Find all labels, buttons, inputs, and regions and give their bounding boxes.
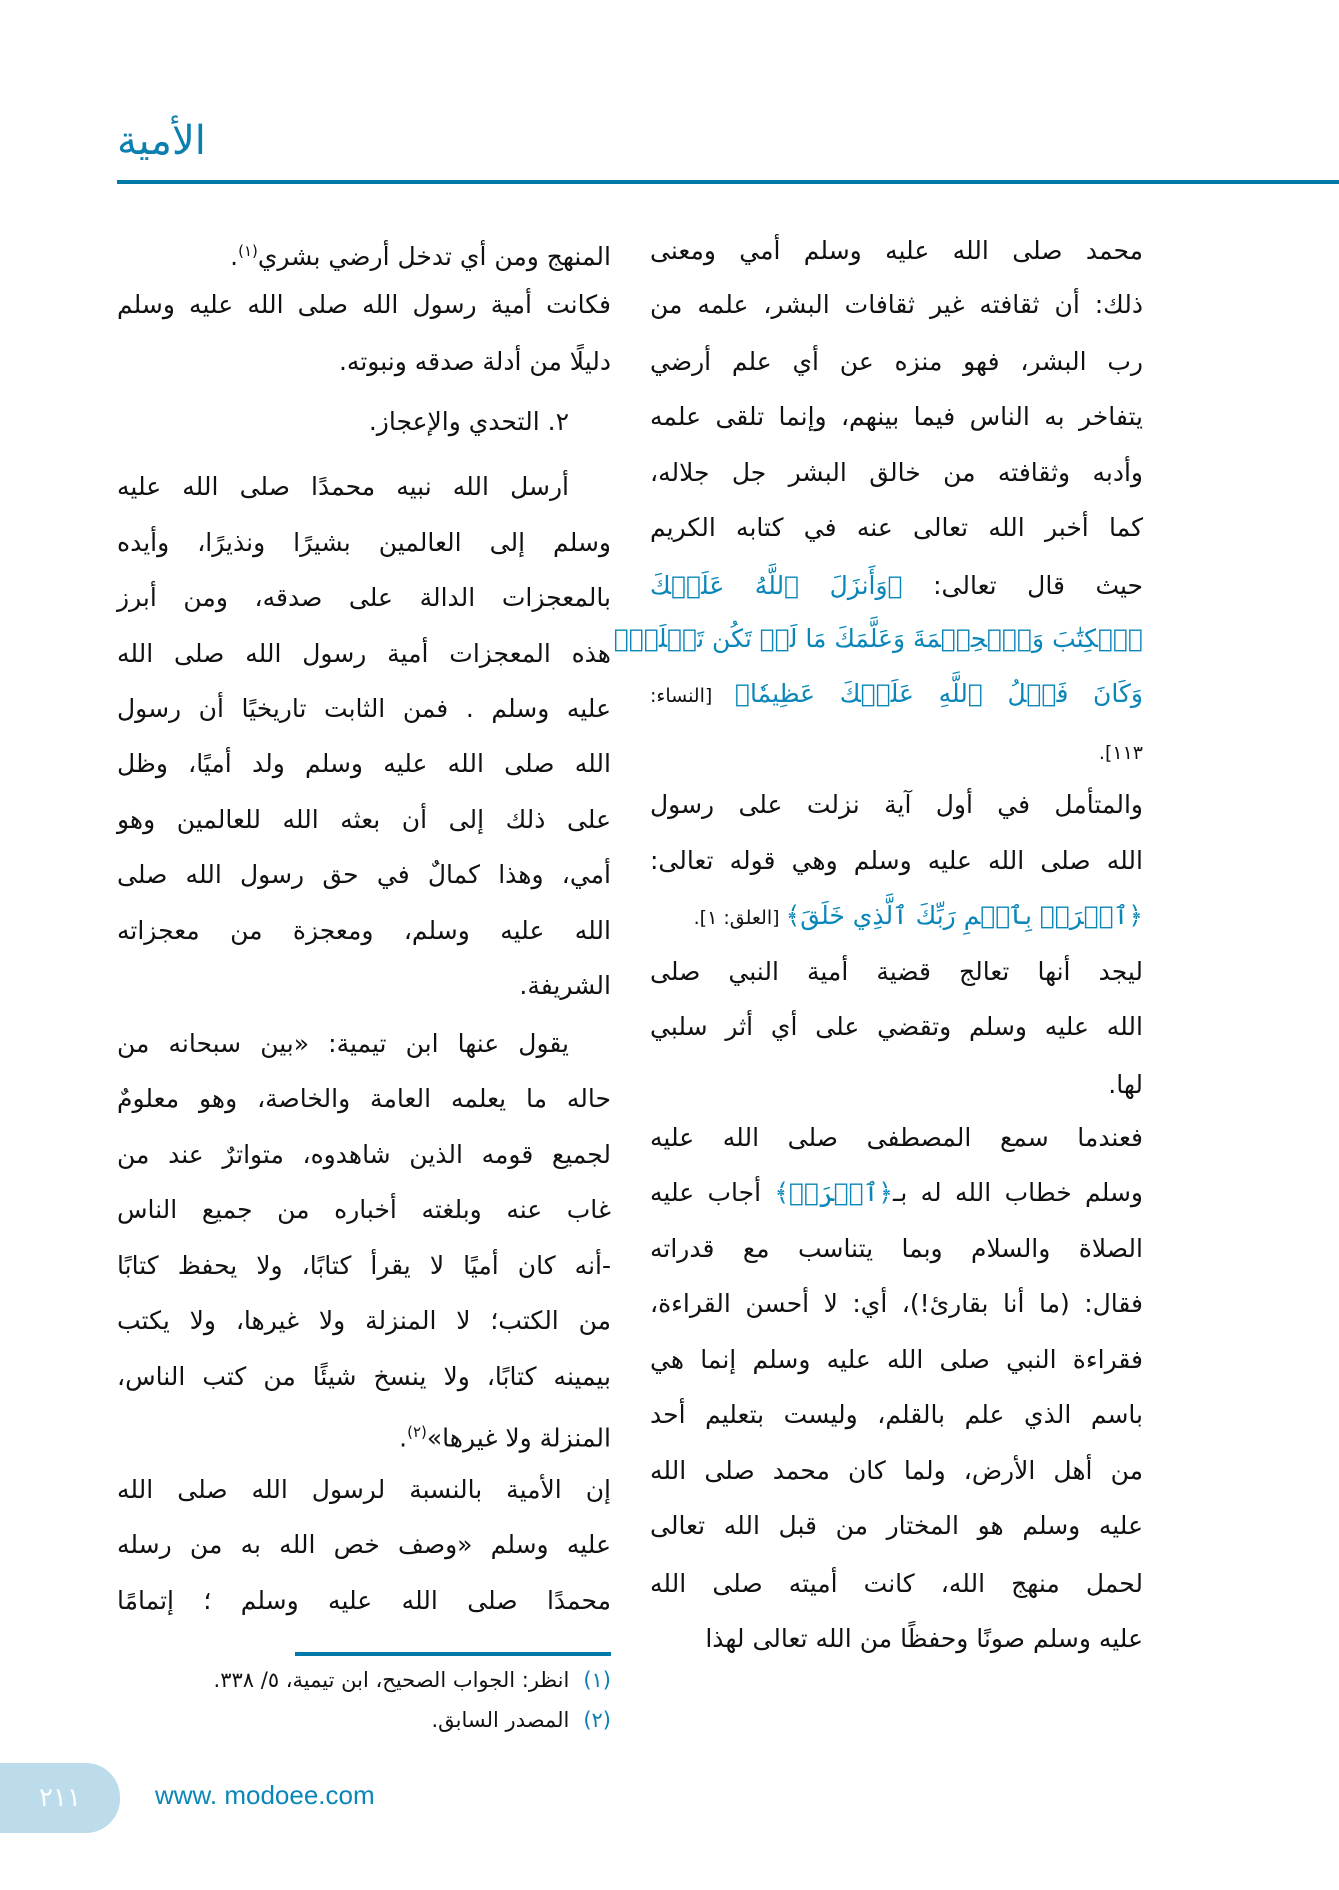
text-segment: الله عليه وسلم وتقضي على أي أثر سلبي [650,1012,1143,1041]
text-segment: والمتأمل في أول آية نزلت على رسول [650,790,1143,819]
text-line [650,674,1143,714]
text-segment: يقول عنها ابن تيمية: «بين سبحانه من [117,1029,569,1058]
text-segment: فكانت أمية رسول الله صلى الله عليه وسلم [117,290,611,319]
text-line [650,1007,1143,1047]
text-line [650,1451,1143,1491]
text-segment: وسلم إلى العالمين بشيرًا ونذيرًا، وأيده [117,528,611,557]
text-line [117,523,611,563]
text-segment: فقال: (ما أنا بقارئ!)، أي: لا أحسن القراءة، [650,1289,1143,1318]
text-segment: المنزلة ولا غيرها» [426,1423,611,1453]
text-line [117,634,611,674]
text-line [117,1079,611,1119]
text-segment: لها. [1108,1070,1143,1099]
text-line [613,619,1143,659]
text-segment: من الكتب؛ لا المنزلة ولا غيرها، ولا يكتب [117,1306,611,1335]
text-line [650,1506,1143,1546]
text-line [117,1135,611,1175]
quran-verse: ﴿ٱقۡرَأۡ﴾ [774,1178,893,1207]
text-segment: إن الأمية بالنسبة لرسول الله صلى الله [117,1475,611,1504]
footnote [431,1708,611,1732]
text-segment: محمدًا صلى الله عليه وسلم ؛ إتمامًا [117,1586,611,1615]
text-segment: الله صلى الله عليه وسلم وهي قوله تعالى: [650,846,1143,875]
footnote [214,1668,611,1692]
text-segment: يتفاخر به الناس فيما بينهم، وإنما تلقى علمه [650,402,1143,431]
text-line [117,966,611,1006]
text-segment: . [230,242,239,272]
text-segment: أجاب عليه [650,1178,775,1207]
text-segment: أرسل الله نبيه محمدًا صلى الله عليه [117,472,569,501]
quran-verse: ٱلۡكِتَٰبَ وَٱلۡحِكۡمَةَ وَعَلَّمَكَ مَا لَمۡ تَكُن تَعۡلَمُۚ [613,624,1143,653]
text-segment: أمي، وهذا كمالٌ في حق رسول الله صلى [117,860,611,889]
text-line [650,231,1143,271]
text-line [650,1284,1143,1324]
text-segment: حاله ما يعلمه العامة والخاصة، وهو معلومٌ [117,1084,611,1113]
text-segment: لجميع قومه الذين شاهدوه، متواترٌ عند من [117,1140,611,1169]
text-segment: من أهل الأرض، ولما كان محمد صلى الله [650,1456,1143,1485]
text-segment: ٢. التحدي والإعجاز. [368,407,569,436]
chapter-title: الأمية [117,118,206,164]
text-line [117,467,611,507]
text-segment: بالمعجزات الدالة على صدقه، ومن أبرز [117,583,611,612]
text-line [117,402,611,442]
text-line [117,855,611,895]
page-number-badge [0,1763,120,1833]
text-segment: حيث قال تعالى: [902,571,1143,600]
text-segment: كما أخبر الله تعالى عنه في كتابه الكريم [650,513,1143,542]
text-line [117,342,611,382]
text-line [650,285,1143,325]
text-line [650,1229,1143,1269]
text-line [650,508,1143,548]
text-segment: الصلاة والسلام وبما يتناسب مع قدراته [650,1234,1143,1263]
text-segment: محمد صلى الله عليه وسلم أمي ومعنى [650,236,1143,265]
text-segment: غاب عنه وبلغته أخباره من جميع الناس [117,1195,611,1224]
verse-reference: [العلق: ١]. [693,907,786,929]
verse-reference: ١١٣]. [1098,742,1143,764]
text-line [117,1190,611,1230]
text-segment: عليه وسلم . فمن الثابت تاريخيًا أن رسول [117,694,611,723]
text-line [650,785,1143,825]
text-line [117,1024,611,1064]
text-segment: دليلًا من أدلة صدقه ونبوته. [338,347,611,376]
text-line [117,1412,611,1452]
text-line [117,1470,611,1510]
text-line [117,578,611,618]
text-segment: على ذلك إلى أن بعثه الله للعالمين وهو [117,805,611,834]
text-segment: -أنه كان أميًا لا يقرأ كتابًا، ولا يحفظ كتابًا [117,1251,611,1280]
text-line [117,1246,611,1286]
quran-verse: ﴿ٱقۡرَأۡ بِٱسۡمِ رَبِّكَ ٱلَّذِي خَلَقَ﴾ [785,901,1143,930]
text-line [650,896,1143,936]
text-segment: فعندما سمع المصطفى صلى الله عليه [650,1123,1143,1152]
text-segment: لحمل منهج الله، كانت أميته صلى الله [650,1569,1143,1598]
website-link[interactable]: www. modoee.com [155,1780,375,1810]
quran-verse: وَكَانَ فَضۡلُ ٱللَّهِ عَلَيۡكَ عَظِيمٗا﴾ [735,679,1143,708]
text-line [117,744,611,784]
text-segment: . [399,1423,408,1453]
text-line [650,731,1143,771]
footnote-text: المصدر السابق. [431,1708,570,1732]
footnote-marker: (٢) [407,1423,427,1441]
text-line [117,1581,611,1621]
text-line [650,453,1143,493]
text-segment: فقراءة النبي صلى الله عليه وسلم إنما هي [650,1345,1143,1374]
text-line [117,1525,611,1565]
text-line [650,1619,1143,1659]
text-segment: وأدبه وثقافته من خالق البشر جل جلاله، [650,458,1143,487]
text-line [650,1564,1143,1604]
text-line [117,689,611,729]
text-segment: الله صلى الله عليه وسلم ولد أميًا، وظل [117,749,611,778]
text-line [650,1065,1143,1105]
quran-verse: ﴿وَأَنزَلَ ٱللَّهُ عَلَيۡكَ [650,571,903,600]
text-line [650,1395,1143,1435]
text-line [650,1340,1143,1380]
text-segment: وسلم خطاب الله له بـ [893,1178,1143,1207]
text-line [650,566,1143,606]
text-segment: عليه وسلم صونًا وحفظًا من الله تعالى لهذا [705,1624,1143,1653]
text-line [117,800,611,840]
text-line [650,1173,1143,1213]
text-segment: عليه وسلم «وصف خص الله به من رسله [117,1530,611,1559]
text-segment: بيمينه كتابًا، ولا ينسخ شيئًا من كتب الناس، [117,1362,611,1391]
footnote-text: انظر: الجواب الصحيح، ابن تيمية، ٥/ ٣٣٨. [213,1668,570,1692]
text-line [117,285,611,325]
text-line [650,342,1143,382]
text-line [650,1118,1143,1158]
text-segment: المنهج ومن أي تدخل أرضي بشري [257,242,611,272]
verse-reference: [النساء: [650,685,736,707]
text-segment: الشريفة. [519,971,611,1000]
text-segment: هذه المعجزات أمية رسول الله صلى الله [117,639,611,668]
text-line [650,841,1143,881]
footnote-rule [295,1652,611,1656]
page-number: ٢١١ [39,1783,81,1813]
text-line [117,231,611,271]
text-segment: ليجد أنها تعالج قضية أمية النبي صلى [650,957,1143,986]
text-line [650,952,1143,992]
text-segment: رب البشر، فهو منزه عن أي علم أرضي [650,347,1143,376]
text-line [117,911,611,951]
text-segment: الله عليه وسلم، ومعجزة من معجزاته [117,916,611,945]
text-segment: باسم الذي علم بالقلم، وليست بتعليم أحد [650,1400,1143,1429]
footnote-number: (١) [583,1668,611,1692]
text-segment: ذلك: أن ثقافته غير ثقافات البشر، علمه من [650,290,1143,319]
text-segment: عليه وسلم هو المختار من قبل الله تعالى [650,1511,1143,1540]
header-rule [117,180,1339,184]
footnote-number: (٢) [583,1708,611,1732]
footnote-marker: (١) [238,242,258,260]
text-line [650,397,1143,437]
text-line [117,1301,611,1341]
text-line [117,1357,611,1397]
